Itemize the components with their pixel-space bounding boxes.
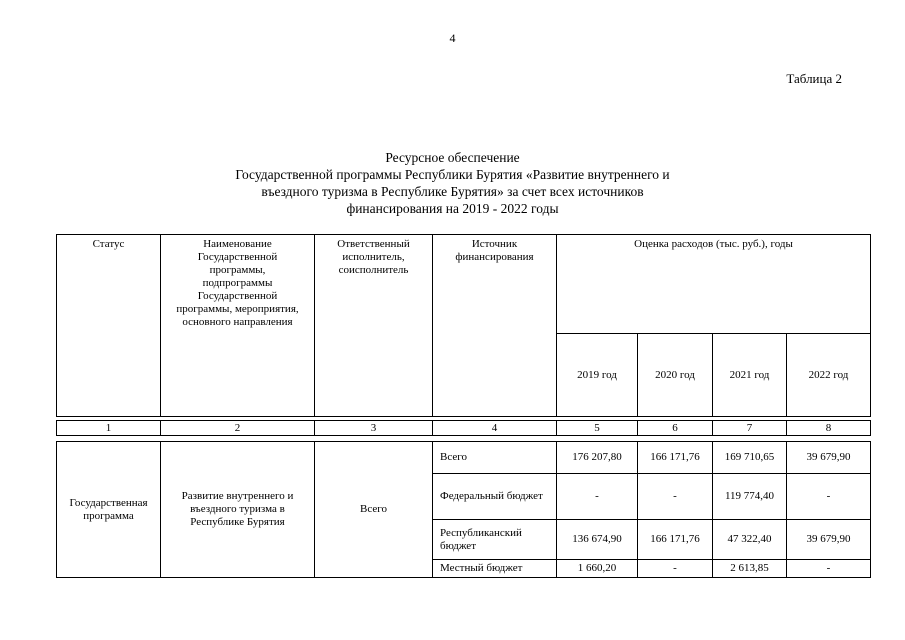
- table-row: [57, 442, 871, 474]
- source-cell: Федеральный бюджет: [433, 474, 557, 520]
- value-cell: 47 322,40: [713, 520, 787, 560]
- header-year-2019: 2019 год: [557, 334, 638, 417]
- header-status: Статус: [57, 235, 161, 417]
- program-executor: Всего: [315, 442, 433, 578]
- document-title: [0, 149, 905, 217]
- header-source: Источник финансирования: [433, 235, 557, 417]
- table-label: Таблица 2: [786, 71, 842, 86]
- title-line: Государственной программы Республики Бурятия «Развитие внутреннего и: [235, 167, 670, 182]
- column-numbers-row: [56, 420, 871, 436]
- page-number: 4: [449, 31, 456, 45]
- value-cell: 136 674,90: [557, 520, 638, 560]
- column-number: 7: [713, 421, 787, 436]
- header-executor: Ответственный исполнитель, соисполнитель: [315, 235, 433, 417]
- source-cell: Всего: [433, 442, 557, 474]
- value-cell: 2 613,85: [713, 560, 787, 578]
- program-name: Развитие внутреннего и въездного туризма в Республике Бурятия: [161, 442, 315, 578]
- source-cell: Местный бюджет: [433, 560, 557, 578]
- value-cell: 176 207,80: [557, 442, 638, 474]
- source-cell: Республиканский бюджет: [433, 520, 557, 560]
- column-number: 1: [57, 421, 161, 436]
- column-number: 5: [557, 421, 638, 436]
- value-cell: 39 679,90: [787, 520, 871, 560]
- value-cell: 169 710,65: [713, 442, 787, 474]
- value-cell: -: [638, 560, 713, 578]
- column-number: 2: [161, 421, 315, 436]
- value-cell: 39 679,90: [787, 442, 871, 474]
- title-line: въездного туризма в Республике Бурятия» за счет всех источников: [261, 184, 644, 199]
- column-number: 4: [433, 421, 557, 436]
- value-cell: 119 774,40: [713, 474, 787, 520]
- value-cell: 166 171,76: [638, 442, 713, 474]
- column-number: 3: [315, 421, 433, 436]
- header-year-2022: 2022 год: [787, 334, 871, 417]
- column-number: 6: [638, 421, 713, 436]
- table-header: [56, 234, 871, 417]
- title-line: Ресурсное обеспечение: [385, 150, 520, 165]
- value-cell: -: [638, 474, 713, 520]
- value-cell: -: [557, 474, 638, 520]
- value-cell: 1 660,20: [557, 560, 638, 578]
- value-cell: -: [787, 474, 871, 520]
- header-year-2020: 2020 год: [638, 334, 713, 417]
- table-body: [56, 441, 871, 578]
- value-cell: -: [787, 560, 871, 578]
- header-year-2021: 2021 год: [713, 334, 787, 417]
- header-name: Наименование Государственной программы, подпрограммы Государственной программы, мероприятия, основного направления: [161, 235, 315, 417]
- column-number: 8: [787, 421, 871, 436]
- header-estimate: Оценка расходов (тыс. руб.), годы: [557, 235, 871, 334]
- program-status: Государственная программа: [57, 442, 161, 578]
- value-cell: 166 171,76: [638, 520, 713, 560]
- title-line: финансирования на 2019 - 2022 годы: [346, 201, 559, 216]
